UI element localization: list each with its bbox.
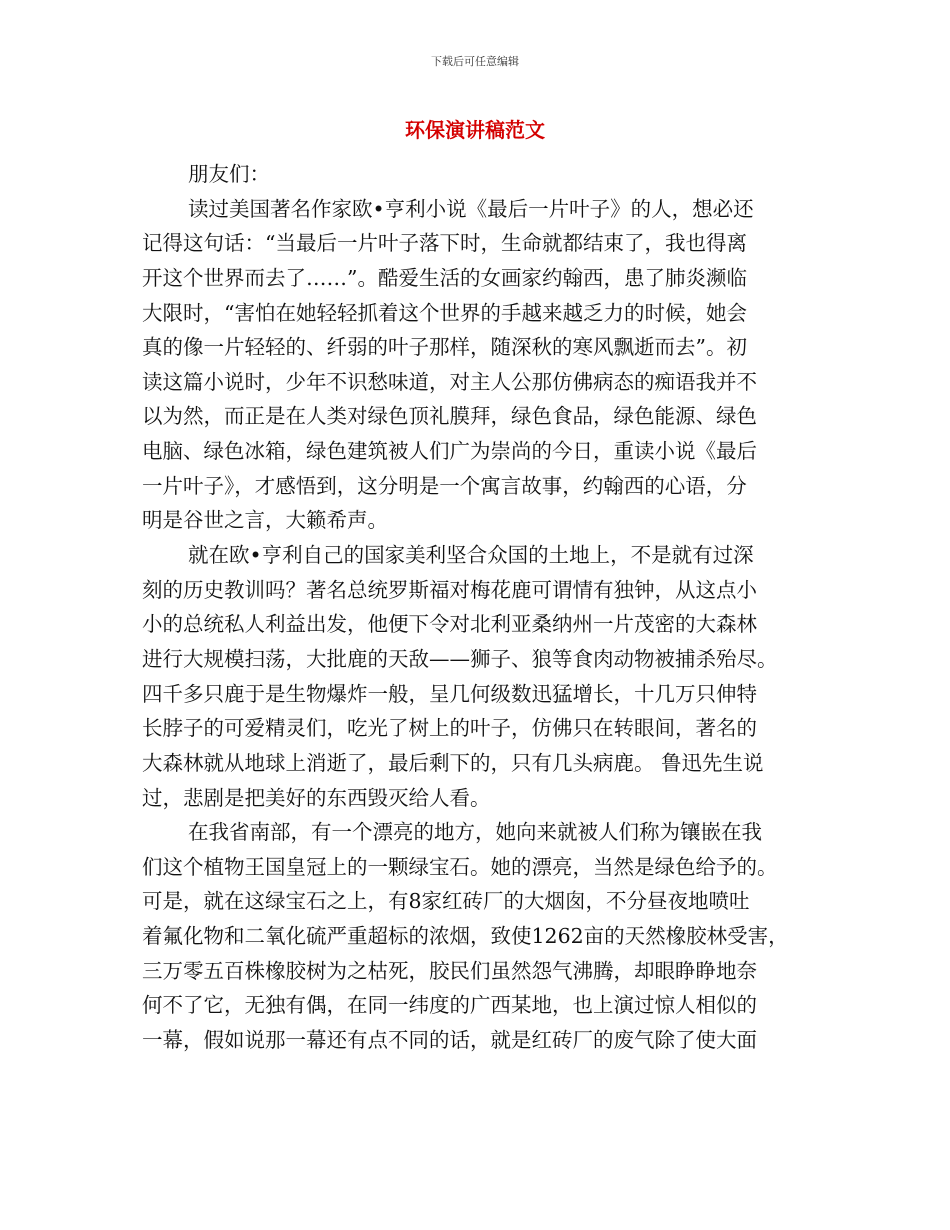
paragraph-2-line: 进行大规模扫荡，大批鹿的天敌——狮子、狼等食肉动物被捕杀殆尽。 xyxy=(142,646,778,671)
paragraph-1-line: 真的像一片轻轻的、纤弱的叶子那样，随深秋的寒风飘逝而去”。初 xyxy=(142,335,747,360)
header-note: 下载后可任意编辑 xyxy=(431,55,519,68)
paragraph-3-line: 可是，就在这绿宝石之上，有8家红砖厂的大烟囱，不分昼夜地喷吐 xyxy=(142,889,750,914)
paragraph-3-line: 们这个植物王国皇冠上的一颗绿宝石。她的漂亮，当然是绿色给予的。 xyxy=(142,854,778,879)
paragraph-2-line: 大森林就从地球上消逝了，最后剩下的，只有几头病鹿。 鲁迅先生说 xyxy=(142,750,764,775)
paragraph-3-line: 三万零五百株橡胶树为之枯死，胶民们虽然怨气沸腾，却眼睁睁地奈 xyxy=(142,958,757,983)
paragraph-3-line: 一幕，假如说那一幕还有点不同的话，就是红砖厂的废气除了使大面 xyxy=(142,1028,757,1053)
paragraph-2-line: 就在欧•亨利自己的国家美利坚合众国的土地上，不是就有过深 xyxy=(188,543,754,568)
paragraph-3-line: 在我省南部，有一个漂亮的地方，她向来就被人们称为镶嵌在我 xyxy=(188,820,762,845)
paragraph-2-line: 长脖子的可爱精灵们，吃光了树上的叶子，仿佛只在转眼间，著名的 xyxy=(142,716,757,741)
paragraph-2-line: 小的总统私人利益出发，他便下令对北利亚桑纳州一片茂密的大森林 xyxy=(142,612,757,637)
paragraph-1-line: 电脑、绿色冰箱，绿色建筑被人们广为崇尚的今日，重读小说《最后 xyxy=(142,439,757,464)
paragraph-1-line: 开这个世界而去了……”。酷爱生活的女画家约翰西，患了肺炎濒临 xyxy=(142,265,747,290)
paragraph-2-line: 过，悲剧是把美好的东西毁灭给人看。 xyxy=(142,785,491,810)
paragraph-1-line: 读过美国著名作家欧•亨利小说《最后一片叶子》的人，想必还 xyxy=(188,196,754,221)
paragraph-3-line: 着氟化物和二氧化硫严重超标的浓烟，致使1262亩的天然橡胶林受害， xyxy=(142,924,789,949)
paragraph-2-line: 四千多只鹿于是生物爆炸一般，呈几何级数迅猛增长，十几万只伸特 xyxy=(142,681,757,706)
salutation-line: 朋友们： xyxy=(188,162,270,186)
paragraph-1-line: 读这篇小说时，少年不识愁味道，对主人公那仿佛病态的痴语我并不 xyxy=(142,369,757,394)
document-title: 环保演讲稿范文 xyxy=(405,118,545,142)
paragraph-3-line: 何不了它，无独有偶，在同一纬度的广西某地，也上演过惊人相似的 xyxy=(142,993,757,1018)
paragraph-1-line: 以为然，而正是在人类对绿色顶礼膜拜，绿色食品，绿色能源、绿色 xyxy=(142,404,757,429)
paragraph-1-line: 记得这句话：“当最后一片叶子落下时，生命就都结束了，我也得离 xyxy=(142,231,747,256)
paragraph-1-line: 大限时，“害怕在她轻轻抓着这个世界的手越来越乏力的时候，她会 xyxy=(142,300,747,325)
paragraph-2-line: 刻的历史教训吗？著名总统罗斯福对梅花鹿可谓情有独钟，从这点小 xyxy=(142,577,757,602)
paragraph-1-line: 一片叶子》，才感悟到，这分明是一个寓言故事，约翰西的心语，分 xyxy=(142,473,747,498)
paragraph-1-line: 明是谷世之言，大籁希声。 xyxy=(142,508,388,533)
document-body xyxy=(142,157,812,1058)
